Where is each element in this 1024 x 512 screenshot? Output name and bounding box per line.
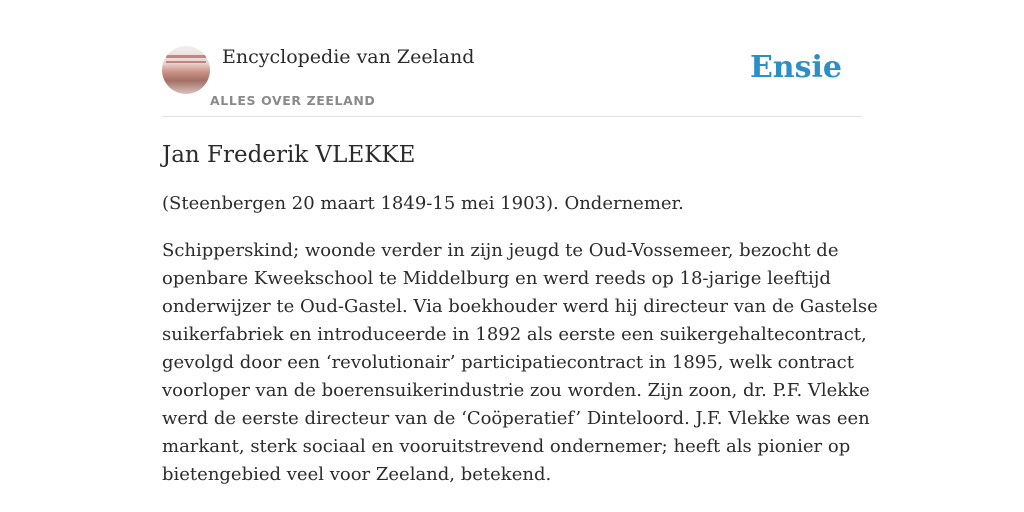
article-title: Jan Frederik VLEKKE: [162, 142, 416, 168]
avatar-detail: [166, 55, 206, 58]
site-avatar[interactable]: [162, 46, 210, 94]
avatar-detail: [166, 61, 206, 63]
ensie-logo-link[interactable]: Ensie: [749, 50, 842, 85]
article-body: [162, 237, 878, 489]
site-title-link[interactable]: Encyclopedie van Zeeland: [222, 46, 475, 68]
body-line: openbare Kweekschool te Middelburg en werd reeds op 18-jarige leeftijd: [162, 268, 831, 289]
site-tagline: ALLES OVER ZEELAND: [210, 93, 376, 108]
article: [162, 138, 878, 489]
body-line: suikerfabriek en introduceerde in 1892 als eerste een suikergehaltecontract,: [162, 324, 867, 345]
body-line: voorloper van de boerensuikerindustrie zou worden. Zijn zoon, dr. P.F. Vlekke: [162, 380, 870, 401]
site-header: [162, 0, 862, 117]
article-intro: (Steenbergen 20 maart 1849-15 mei 1903). Ondernemer.: [162, 193, 684, 214]
body-line: werd de eerste directeur van de ‘Coöperatief’ Dinteloord. J.F. Vlekke was een: [162, 408, 870, 429]
body-line: Schipperskind; woonde verder in zijn jeugd te Oud-Vossemeer, bezocht de: [162, 240, 839, 261]
body-line: bietengebied veel voor Zeeland, betekend.: [162, 464, 552, 485]
body-line: markant, sterk sociaal en vooruitstrevend ondernemer; heeft als pionier op: [162, 436, 851, 457]
body-line: onderwijzer te Oud-Gastel. Via boekhouder werd hij directeur van de Gastelse: [162, 296, 878, 317]
body-line: gevolgd door een ‘revolutionair’ participatiecontract in 1895, welk contract: [162, 352, 854, 373]
